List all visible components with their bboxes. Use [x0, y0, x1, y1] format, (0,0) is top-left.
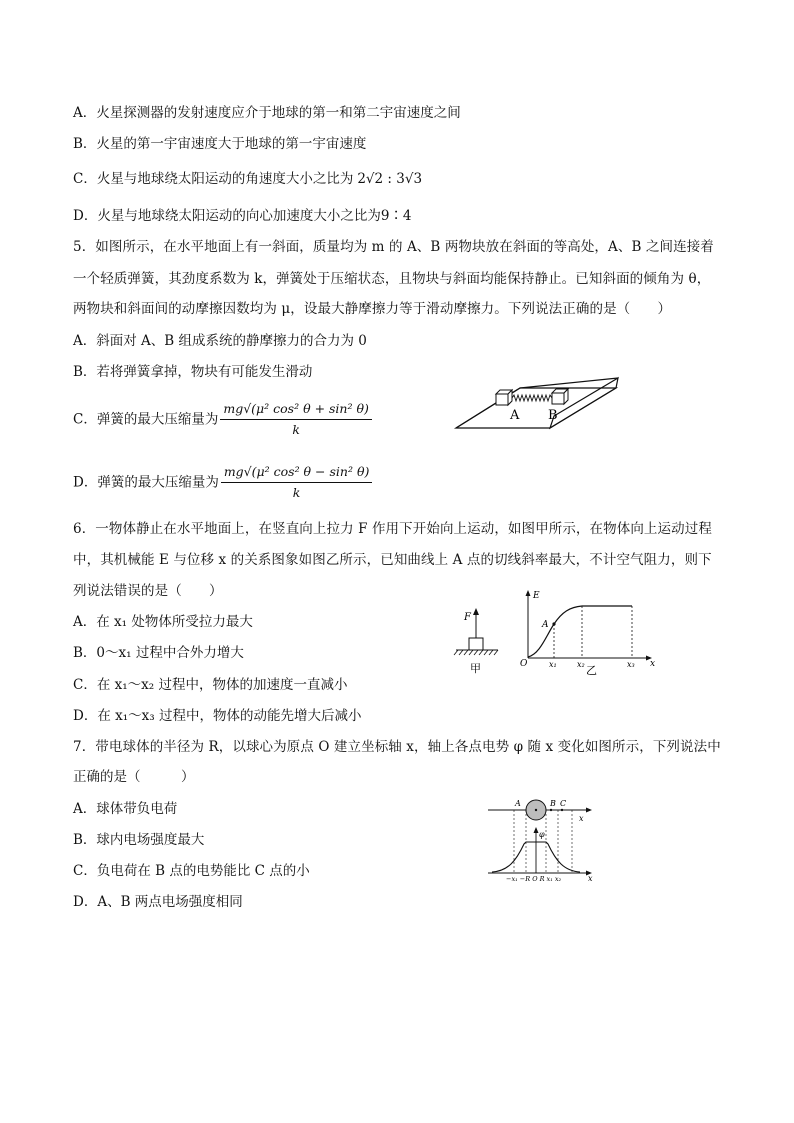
- e-axis-arrow: [526, 590, 531, 596]
- block-b: [552, 389, 568, 404]
- q4-option-a: A．火星探测器的发射速度应介于地球的第一和第二宇宙速度之间: [73, 105, 461, 121]
- q6-option-c: C．在 x₁～x₂ 过程中，物体的加速度一直减小: [73, 677, 348, 693]
- block-a-label: A: [510, 408, 520, 423]
- q6-figure-jia: [452, 604, 512, 676]
- q5-incline-figure: [450, 372, 630, 438]
- q6-option-d: D．在 x₁～x₃ 过程中，物体的动能先增大后减小: [73, 708, 362, 724]
- origin-label: O: [520, 659, 528, 669]
- q5-option-b: B．若将弹簧拿掉，物块有可能发生滑动: [73, 364, 313, 380]
- label-a: A: [515, 799, 521, 808]
- q5-option-a: A．斜面对 A、B 组成系统的静摩擦力的合力为 0: [73, 333, 367, 349]
- figure-yi-label: 乙: [586, 664, 597, 676]
- q5-option-d-numerator: mg√(μ² cos² θ − sin² θ): [221, 463, 373, 483]
- q5-option-d-fraction: [221, 463, 373, 502]
- label-b: B: [550, 799, 556, 808]
- energy-curve: [528, 606, 582, 657]
- q4-option-d: D．火星与地球绕太阳运动的向心加速度大小之比为9∶4: [73, 208, 412, 224]
- q7-option-a: A．球体带负电荷: [73, 801, 178, 817]
- q6-stem-line2: 中，其机械能 E 与位移 x 的关系图象如图乙所示，已知曲线上 A 点的切线斜率最大，不计空气阻力，则下: [73, 552, 712, 568]
- q5-option-c-text: C．弹簧的最大压缩量为: [73, 411, 219, 428]
- phi-label: φ: [539, 830, 545, 839]
- q4-option-c-expr: 2√2 : 3√3: [357, 171, 423, 187]
- q7-option-b: B．球内电场强度最大: [73, 832, 205, 848]
- ground-hatch: [454, 650, 498, 655]
- e-axis-label: E: [533, 591, 540, 601]
- block-b-label: B: [548, 408, 558, 423]
- q5-option-c-denominator: k: [292, 422, 300, 437]
- q5-stem-line3: 两物块和斜面间的动摩擦因数均为 μ，设最大静摩擦力等于滑动摩擦力。下列说法正确的是（ ）: [73, 301, 672, 317]
- q6-option-b: B．0～x₁ 过程中合外力增大: [73, 645, 244, 661]
- object-box: [469, 638, 483, 650]
- q7-option-c: C．负电荷在 B 点的电势能比 C 点的小: [73, 863, 310, 879]
- q7-stem-line2: 正确的是（ ）: [73, 769, 195, 785]
- q5-option-d-denominator: k: [292, 485, 301, 500]
- q7-potential-figure: [484, 795, 606, 883]
- q6-stem-line3: 列说法错误的是（ ）: [73, 583, 223, 599]
- q4-option-b: B．火星的第一宇宙速度大于地球的第一宇宙速度: [73, 136, 367, 152]
- top-x-axis-arrow: [586, 808, 592, 813]
- q6-option-a: A．在 x₁ 处物体所受拉力最大: [73, 614, 253, 630]
- phi-axis-arrow: [534, 827, 539, 833]
- top-x-label: x: [579, 814, 584, 823]
- bottom-x-label: x: [588, 874, 593, 883]
- q7-stem-line1: 7．带电球体的半径为 R，以球心为原点 O 建立坐标轴 x，轴上各点电势 φ 随 x 变化如图所示，下列说法中: [73, 739, 721, 755]
- spring: [512, 395, 552, 401]
- block-a: [496, 390, 512, 405]
- q7-option-d: D．A、B 两点电场强度相同: [73, 894, 243, 910]
- q6-stem-line1: 6．一物体静止在水平地面上，在竖直向上拉力 F 作用下开始向上运动，如图甲所示，在物体向上运动过程: [73, 521, 712, 537]
- q5-option-d-text: D．弹簧的最大压缩量为: [73, 474, 219, 491]
- q5-stem-line2: 一个轻质弹簧，其劲度系数为 k，弹簧处于压缩状态，且物块与斜面均能保持静止。已知斜面的倾角为 θ，: [73, 271, 711, 287]
- label-c: C: [560, 799, 567, 808]
- x3-label: x₃: [627, 660, 635, 669]
- point-c-dot: [561, 809, 563, 811]
- q5-option-c: [73, 400, 372, 439]
- q4-option-c-text: C．火星与地球绕太阳运动的角速度大小之比为: [73, 171, 354, 187]
- q5-option-c-fraction: [220, 400, 372, 439]
- sphere-center: [535, 809, 537, 811]
- x-axis-label: x: [650, 659, 656, 669]
- force-label: F: [464, 612, 471, 623]
- q6-figure-yi: [516, 588, 661, 676]
- q4-option-c: [73, 170, 422, 188]
- point-a: [552, 622, 555, 625]
- point-a-label: A: [542, 620, 549, 630]
- axis-tick-labels: −x₁ −R O R x₁ x₂: [506, 875, 562, 883]
- force-arrow-head: [473, 608, 479, 615]
- x1-label: x₁: [549, 660, 557, 669]
- figure-jia-label: 甲: [470, 662, 481, 675]
- q5-option-d: [73, 463, 372, 502]
- q5-stem-line1: 5．如图所示，在水平地面上有一斜面，质量均为 m 的 A、B 两物块放在斜面的等高处，A、B 之间连接着: [73, 239, 714, 255]
- q5-option-c-numerator: mg√(μ² cos² θ + sin² θ): [220, 400, 372, 420]
- x2-label: x₂: [577, 660, 585, 669]
- point-b-dot: [550, 809, 552, 811]
